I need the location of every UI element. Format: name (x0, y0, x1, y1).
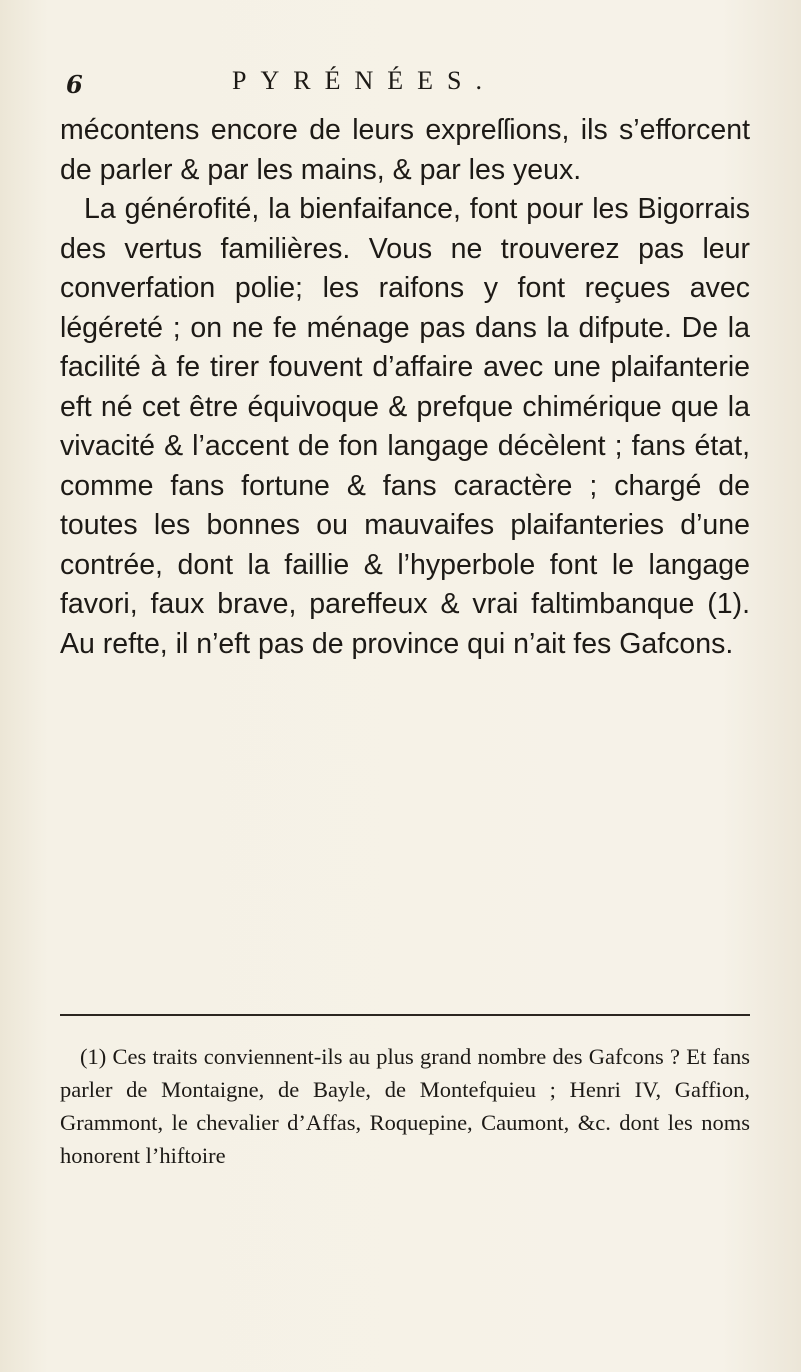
footnote-text: (1) Ces traits conviennent-ils au plus grand nombre des Gafcons ? Et fans parler de Montaigne, de Bayle, de Montefquieu ; Henri IV, Gaffion, Grammont, le chevalier d’Affas, Roquepine, Caumont, &c. dont les noms honorent l’hiftoire (60, 1044, 750, 1168)
paragraph: La générofité, la bienfaifance, font pour les Bigorrais des vertus familières. Vous ne trouverez pas leur converfation polie; les raifons y font reçues avec légéreté ; on ne fe ménage pas dans la difpute. De la facilité à fe tirer fouvent d’affaire avec une plaifanterie eft né cet être équivoque & prefque chimérique que la vivacité & l’accent de fon langage décèlent ; fans état, comme fans fortune & fans caractère ; chargé de toutes les bonnes ou mauvaifes plaifanteries d’une contrée, dont la faillie & l’hyperbole font le langage favori, faux brave, pareffeux & vrai faltimbanque (1). Au refte, il n’eft pas de province qui n’ait fes Gafcons. (60, 193, 750, 660)
footnote (60, 1040, 750, 1172)
main-text (60, 111, 750, 664)
paragraph-continuation: mécontens encore de leurs expreſſions, ils s’efforcent de parler & par les mains, & par les yeux. (60, 114, 750, 186)
running-title: PYRÉNÉES. (232, 66, 496, 95)
footnote-rule (60, 1014, 750, 1016)
page-number: 6 (66, 70, 83, 99)
running-head (60, 66, 700, 106)
